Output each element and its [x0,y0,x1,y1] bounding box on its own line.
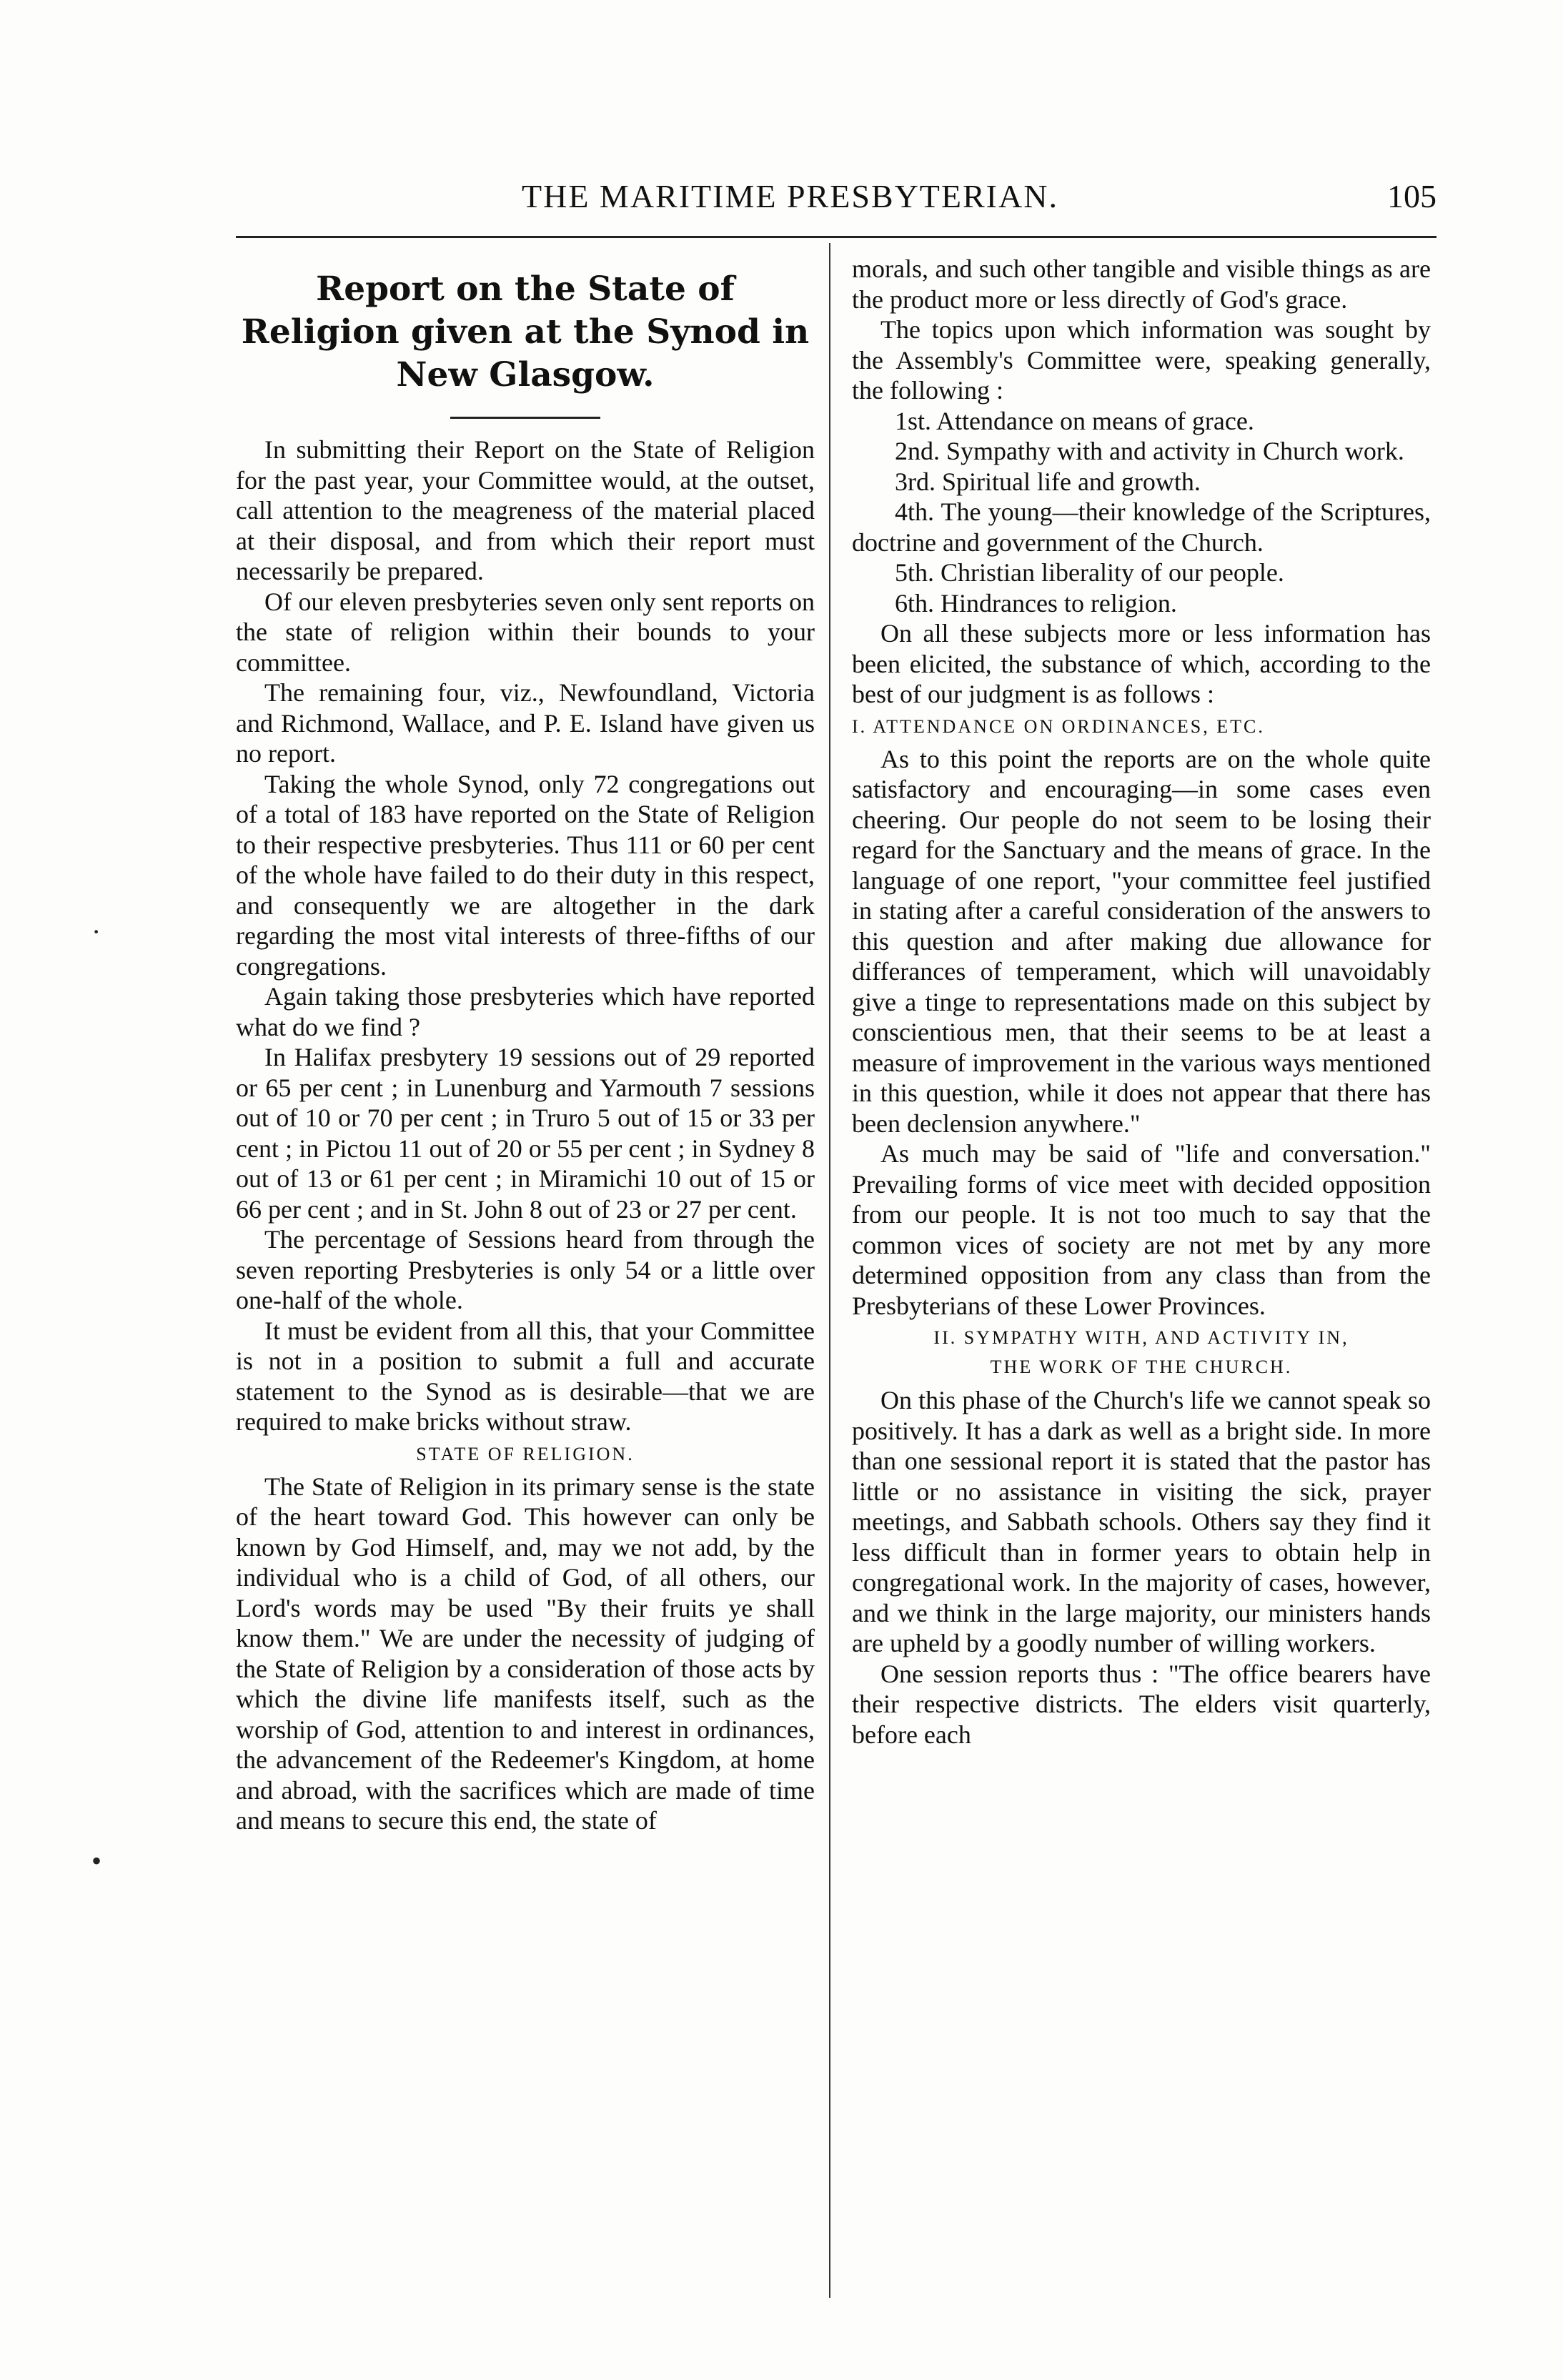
section-heading-sympathy: II. SYMPATHY WITH, AND ACTIVITY IN, [933,1327,1349,1348]
topic-item: 2nd. Sympathy with and activity in Church work. [895,437,1404,465]
left-column [236,254,815,1836]
topic-item: 1st. Attendance on means of grace. [895,406,1254,435]
paragraph: Taking the whole Synod, only 72 congregations out of a total of 183 have reported on the State of Religion to their respective presbyteries. Thus 111 or 60 per cent of the whole have failed to do their duty in this respect, and consequently we are altogether in the dark regarding the most vital interests of three-fifths of our congregations. [236,769,815,981]
paragraph: In submitting their Report on the State of Religion for the past year, your Committee would, at the outset, call attention to the meagreness of the material placed at their disposal, and from which their report must necessarily be prepared. [236,435,815,585]
topic-item: 5th. Christian liberality of our people. [895,558,1284,587]
column-divider [829,243,830,2298]
paragraph: The topics upon which information was sought by the Assembly's Committee were, speaking generally, the following : [852,315,1431,405]
section-heading-attendance: I. ATTENDANCE ON ORDINANCES, ETC. [852,715,1265,737]
running-header [236,177,1437,223]
paragraph: As much may be said of "life and conversation." Prevailing forms of vice meet with decided opposition from our people. It is not too much to say that the common vices of society are not met by any more determined opposition from any class than from the Presbyterians of these Lower Provinces. [852,1139,1431,1320]
article-heading: Report on the State of Religion given at the Synod in New Glasgow. [241,269,810,395]
topic-item: 6th. Hindrances to religion. [895,588,1177,618]
margin-speck: · [91,916,101,948]
right-column [852,254,1431,1750]
section-heading-sympathy-line2: THE WORK OF THE CHURCH. [990,1357,1293,1377]
header-rule [236,236,1437,238]
running-title: THE MARITIME PRESBYTERIAN. [522,178,1058,214]
paragraph: One session reports thus : "The office bearers have their respective districts. The elders visit quarterly, before each [852,1659,1431,1749]
section-heading-state-of-religion: STATE OF RELIGION. [416,1443,635,1464]
paragraph: The State of Religion in its primary sense is the state of the heart toward God. This however can only be known by God Himself, and, may we not add, by the individual who is a child of God, of all others, our Lord's words may be used "By their fruits ye shall know them." We are under the necessity of judging of the State of Religion by a consideration of those acts by which the divine life manifests itself, such as the worship of God, attention to and interest in ordinances, the advancement of the Redeemer's Kingdom, at home and abroad, with the sacrifices which are made of time and means to secure this end, the state of [236,1472,815,1835]
paragraph: On this phase of the Church's life we cannot speak so positively. It has a dark as well as a bright side. In more than one sessional report it is stated that the pastor has little or no assistance in visiting the sick, prayer meetings, and Sabbath schools. Others say they find it less difficult than in former years to obtain help in congregational work. In the majority of cases, however, and we think in the large majority, our ministers hands are upheld by a goodly number of willing workers. [852,1386,1431,1657]
topic-item: 4th. The young—their knowledge of the Scriptures, doctrine and government of the Church. [852,497,1431,557]
paragraph: Again taking those presbyteries which have reported what do we find ? [236,982,815,1041]
paragraph: Of our eleven presbyteries seven only sent reports on the state of religion within their bounds to your committee. [236,587,815,677]
paragraph: The remaining four, viz., Newfoundland, Victoria and Richmond, Wallace, and P. E. Island have given us no report. [236,678,815,768]
paragraph: In Halifax presbytery 19 sessions out of 29 reported or 65 per cent ; in Lunenburg and Yarmouth 7 sessions out of 10 or 70 per cent ; in Truro 5 out of 15 or 33 per cent ; in Pictou 11 out of 20 or 55 per cent ; in Sydney 8 out of 13 or 61 per cent ; in Miramichi 10 out of 15 or 66 per cent ; and in St. John 8 out of 23 or 27 per cent. [236,1043,815,1224]
margin-speck: • [91,1845,102,1877]
paragraph-continued: morals, and such other tangible and visible things as are the product more or less directly of God's grace. [852,254,1431,314]
heading-rule [450,417,600,419]
topic-item: 3rd. Spiritual life and growth. [895,467,1201,496]
paragraph: On all these subjects more or less information has been elicited, the substance of which, according to the best of our judgment is as follows : [852,619,1431,708]
paragraph: It must be evident from all this, that your Committee is not in a position to submit a full and accurate statement to the Synod as is desirable—that we are required to make bricks without straw. [236,1316,815,1436]
page-number: 105 [1387,178,1437,214]
paragraph: As to this point the reports are on the whole quite satisfactory and encouraging—in some cases even cheering. Our people do not seem to be losing their regard for the Sanctuary and the means of grace. In the language of one report, "your committee feel justified in stating after a careful consideration of the answers to this question and after making due allowance for differances of temperament, which will unavoidably give a tinge to representations made on this subject by conscientious men, that their seems to be at least a measure of improvement in the various ways mentioned in this question, while it does not appear that there has been declension anywhere." [852,744,1431,1138]
paragraph: The percentage of Sessions heard from through the seven reporting Presbyteries is only 54 or a little over one-half of the whole. [236,1225,815,1314]
